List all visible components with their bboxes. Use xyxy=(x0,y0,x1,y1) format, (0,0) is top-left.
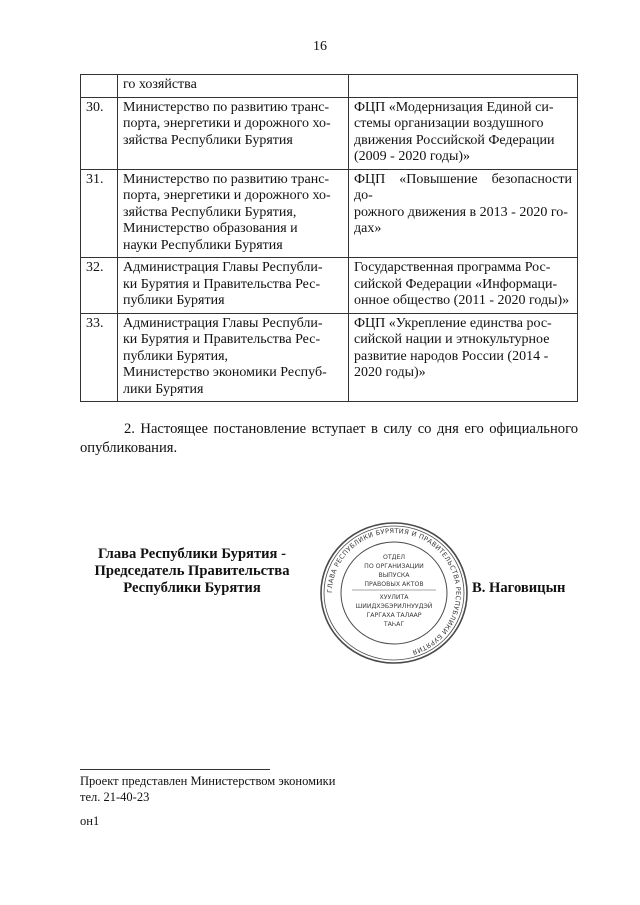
footnote-line: тел. 21-40-23 xyxy=(80,790,150,804)
programs-table xyxy=(80,74,578,402)
cell-line: рожного движения в 2013 - 2020 го- xyxy=(354,204,568,220)
program-name xyxy=(349,97,578,169)
cell-line: ФЦП «Укрепление единства рос- xyxy=(354,315,552,331)
row-number: 33. xyxy=(81,313,118,402)
cell-line: го хозяйства xyxy=(123,77,197,92)
responsible-organization xyxy=(118,75,349,98)
official-seal xyxy=(318,520,470,666)
table-row xyxy=(81,97,578,169)
program-name xyxy=(349,169,578,258)
cell-line: дах» xyxy=(354,221,382,236)
seal-line: ВЫПУСКА xyxy=(378,572,410,579)
cell-line: лики Бурятия xyxy=(123,381,204,397)
table-row xyxy=(81,169,578,258)
signature-title-line: Глава Республики Бурятия - xyxy=(98,546,286,562)
cell-line: зяйства Республики Бурятия, xyxy=(123,204,297,220)
seal-line: ПРАВОВЫХ АКТОВ xyxy=(364,581,424,588)
cell-line: Министерство экономики Респуб- xyxy=(123,365,327,380)
cell-line: Министерство по развитию транс- xyxy=(123,171,330,187)
cell-line: стемы организации воздушного xyxy=(354,116,544,131)
page-number: 16 xyxy=(313,39,327,54)
cell-line: сийской нации и этнокультурное xyxy=(354,332,550,347)
row-number: 30. xyxy=(81,97,118,169)
cell-line: зяйства Республики Бурятия xyxy=(123,132,293,148)
cell-line: Министерство образования и xyxy=(123,221,298,236)
document-code: он1 xyxy=(80,814,100,828)
table-row xyxy=(81,313,578,402)
cell-line: 2020 годы)» xyxy=(354,365,426,380)
cell-line: движения Российской Федерации xyxy=(354,132,555,148)
cell-line: Администрация Главы Республи- xyxy=(123,315,323,331)
cell-line: развитие народов России (2014 - xyxy=(354,348,549,364)
responsible-organization xyxy=(118,97,349,169)
cell-line: порта, энергетики и дорожного хо- xyxy=(123,116,331,131)
program-name xyxy=(349,75,578,98)
cell-line: сийской Федерации «Информаци- xyxy=(354,276,558,292)
cell-line: Администрация Главы Республи- xyxy=(123,260,323,275)
cell-line: Государственная программа Рос- xyxy=(354,260,551,275)
responsible-organization xyxy=(118,313,349,402)
signatory-name: В. Наговицын xyxy=(472,580,566,596)
footnote-divider xyxy=(80,769,270,770)
responsible-organization xyxy=(118,258,349,314)
cell-line: ки Бурятия и Правительства Рес- xyxy=(123,276,321,292)
cell-line: онное общество (2011 - 2020 годы)» xyxy=(354,293,570,308)
responsible-organization xyxy=(118,169,349,258)
cell-line: ки Бурятия и Правительства Рес- xyxy=(123,332,321,347)
cell-line: (2009 - 2020 годы)» xyxy=(354,149,471,164)
signature-title-line: Председатель Правительства xyxy=(94,563,290,579)
seal-line: ШИИДХЭБЭРИЛНУУДЭЙ xyxy=(355,603,433,610)
program-name xyxy=(349,313,578,402)
effective-date-paragraph: 2. Настоящее постановление вступает в силу со дня его официального опубликования. xyxy=(80,421,578,456)
svg-text:ГЛАВА РЕСПУБЛИКИ БУРЯТИЯ И ПРА xyxy=(326,527,462,656)
seal-line: ОТДЕЛ xyxy=(382,554,406,561)
row-number: 31. xyxy=(81,169,118,258)
footnote-line: Проект представлен Министерством экономики xyxy=(80,774,336,788)
cell-line: публики Бурятия xyxy=(123,293,225,308)
cell-line: Министерство по развитию транс- xyxy=(123,99,330,115)
seal-line: ТАҺАГ xyxy=(383,621,405,628)
seal-outer-text: ГЛАВА РЕСПУБЛИКИ БУРЯТИЯ И ПРАВИТЕЛЬСТВА РЕСПУБЛИКИ БУРЯТИЯ xyxy=(325,526,463,657)
cell-line: ФЦП «Модернизация Единой си- xyxy=(354,99,554,115)
table-row xyxy=(81,258,578,314)
cell-line: науки Республики Бурятия xyxy=(123,237,283,253)
row-number xyxy=(81,75,118,98)
cell-line: ФЦП «Повышение безопасности до- xyxy=(354,171,572,203)
cell-line: публики Бурятия, xyxy=(123,348,229,364)
seal-line: ГАРГАХА ТАЛААР xyxy=(366,612,422,619)
signature-title-line: Республики Бурятия xyxy=(123,580,261,596)
cell-line: порта, энергетики и дорожного хо- xyxy=(123,188,331,203)
row-number: 32. xyxy=(81,258,118,314)
table-row xyxy=(81,75,578,98)
seal-line: ХУУЛИТА xyxy=(379,594,409,601)
signature-title xyxy=(80,546,304,597)
program-name xyxy=(349,258,578,314)
footnote xyxy=(80,773,335,805)
seal-line: ПО ОРГАНИЗАЦИИ xyxy=(364,563,424,570)
